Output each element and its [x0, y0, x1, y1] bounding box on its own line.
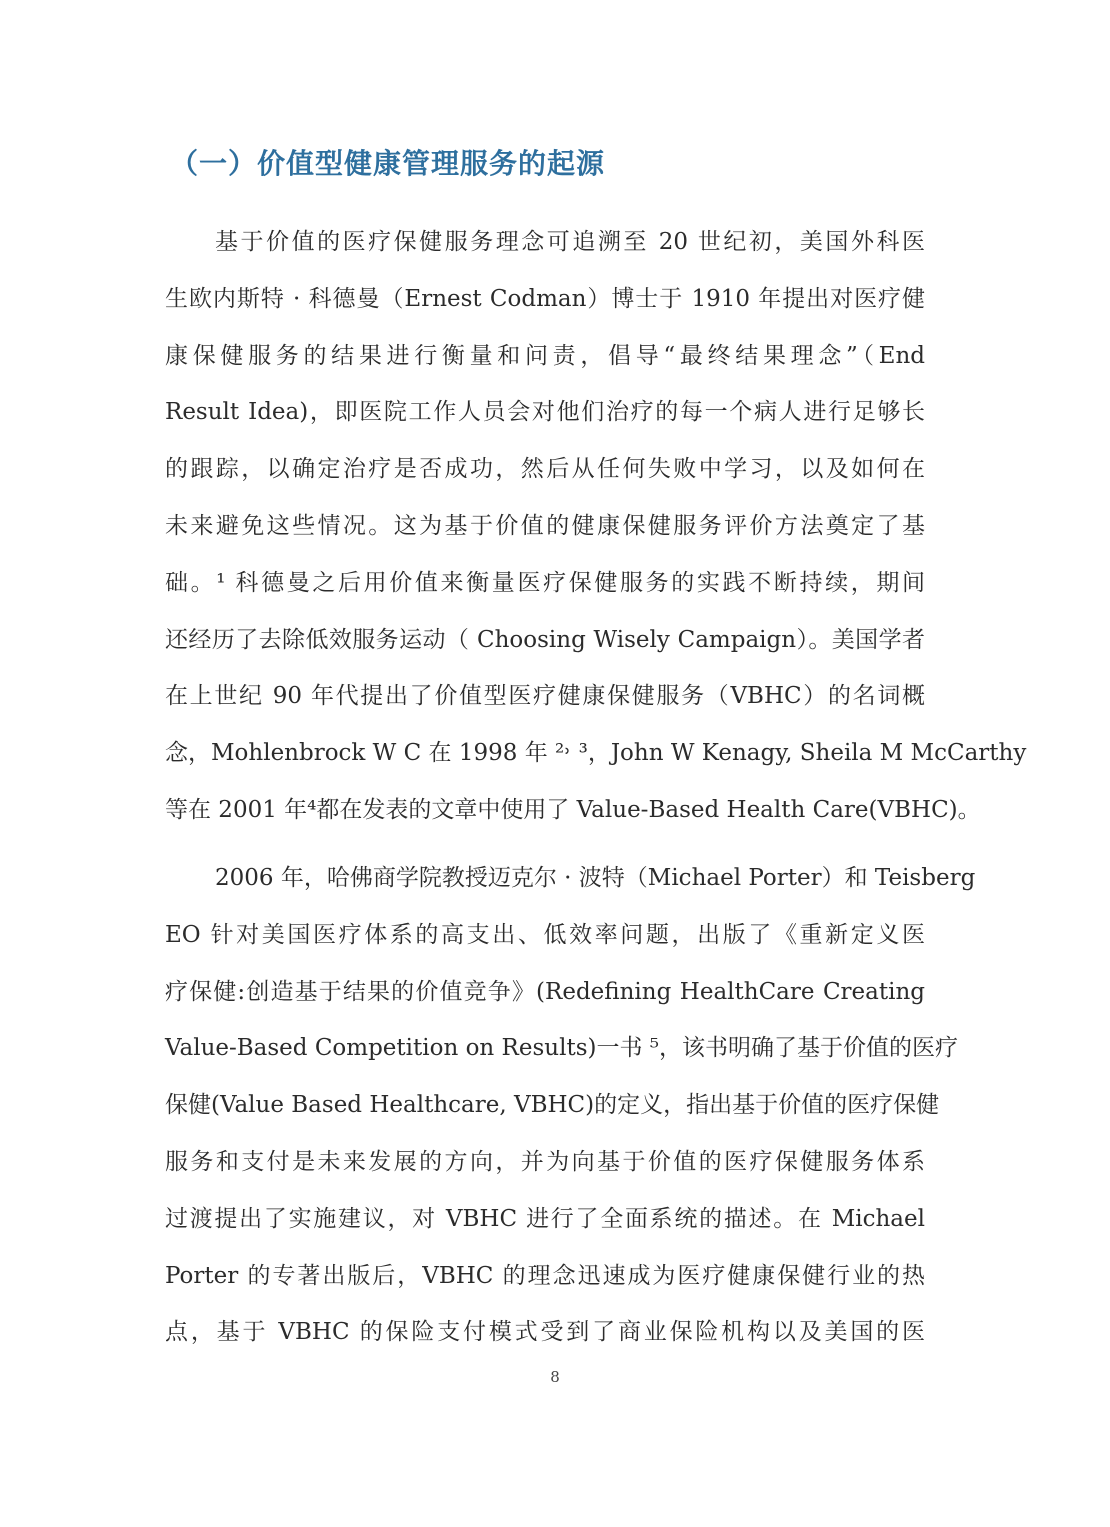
text-line: 在上世纪 90 年代提出了价值型医疗健康保健服务（VBHC）的名词概: [165, 683, 925, 710]
paragraph-porter-vbhc: [165, 850, 976, 1361]
paragraph-origin-history: [165, 214, 1027, 839]
text-line: 未来避免这些情况。这为基于价值的健康保健服务评价方法奠定了基: [165, 512, 925, 539]
text-line: 2006 年，哈佛商学院教授迈克尔 · 波特（Michael Porter）和 Teisberg: [215, 865, 976, 891]
section-heading: （一）价值型健康管理服务的起源: [170, 147, 606, 180]
page-number: 8: [550, 1368, 560, 1386]
text-line: 的跟踪，以确定治疗是否成功，然后从任何失败中学习，以及如何在: [165, 456, 925, 483]
text-line: 等在 2001 年⁴都在发表的文章中使用了 Value-Based Health Care(VBHC)。: [165, 796, 981, 823]
text-line: 念，Mohlenbrock W C 在 1998 年 ²˒ ³，John W Kenagy, Sheila M McCarthy: [165, 740, 1027, 767]
text-line: 服务和支付是未来发展的方向，并为向基于价值的医疗保健服务体系: [165, 1148, 925, 1175]
text-line: 疗保健:创造基于结果的价值竞争》(Redefining HealthCare Creating: [165, 978, 925, 1005]
text-line: 点，基于 VBHC 的保险支付模式受到了商业保险机构以及美国的医: [165, 1319, 925, 1346]
text-line: 生欧内斯特 · 科德曼（Ernest Codman）博士于 1910 年提出对医疗健: [165, 285, 925, 312]
text-line: Result Idea)，即医院工作人员会对他们治疗的每一个病人进行足够长: [165, 399, 925, 426]
text-line: 保健(Value Based Healthcare, VBHC)的定义，指出基于价值的医疗保健: [165, 1092, 940, 1119]
text-line: EO 针对美国医疗体系的高支出、低效率问题，出版了《重新定义医: [165, 921, 925, 948]
text-line: 康保健服务的结果进行衡量和问责，倡导“最终结果理念”（End: [165, 342, 925, 369]
text-line: 还经历了去除低效服务运动（ Choosing Wisely Campaign）。美国学者: [165, 626, 925, 653]
text-line: 础。¹ 科德曼之后用价值来衡量医疗保健服务的实践不断持续，期间: [165, 569, 925, 596]
text-line: Porter 的专著出版后，VBHC 的理念迅速成为医疗健康保健行业的热: [165, 1262, 925, 1289]
text-line: 过渡提出了实施建议，对 VBHC 进行了全面系统的描述。在 Michael: [165, 1205, 925, 1232]
text-line: 基于价值的医疗保健服务理念可追溯至 20 世纪初，美国外科医: [215, 229, 925, 255]
text-line: Value-Based Competition on Results)一书 ⁵，该书明确了基于价值的医疗: [165, 1035, 959, 1062]
